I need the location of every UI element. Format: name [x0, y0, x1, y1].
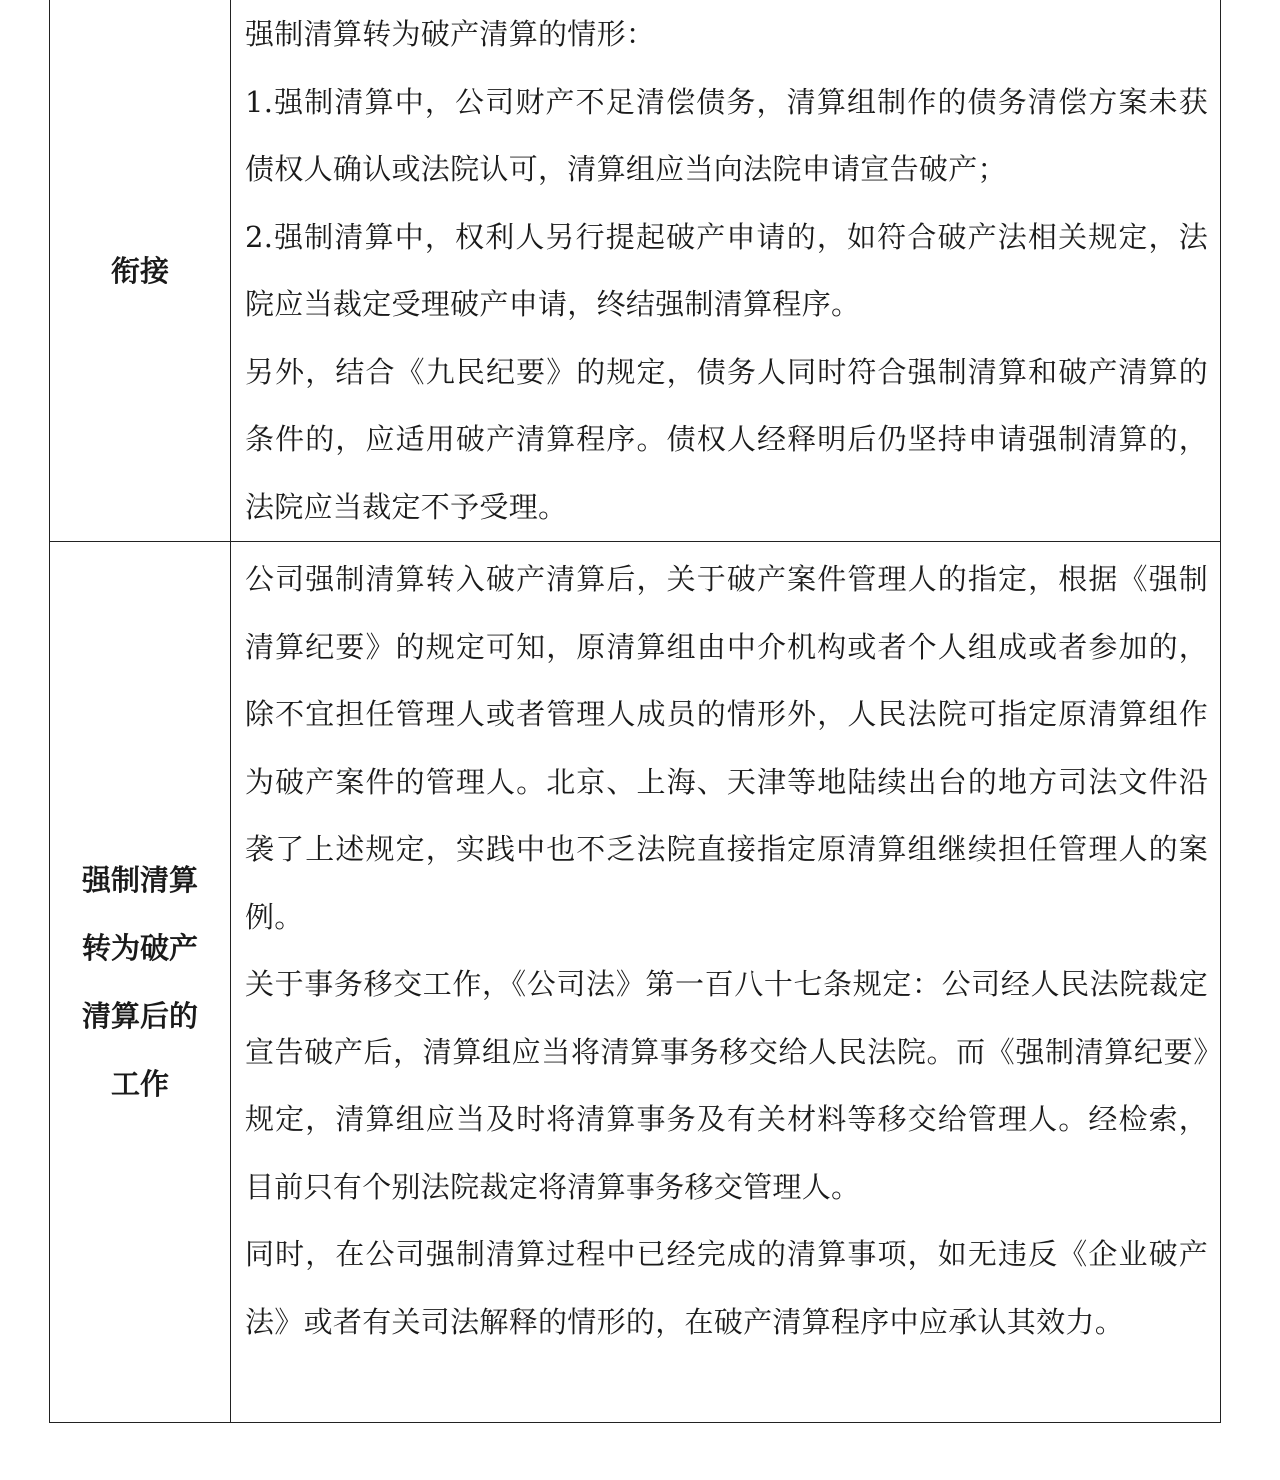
- paragraph: 同时，在公司强制清算过程中已经完成的清算事项，如无违反《企业破产法》或者有关司法解释的情形的，在破产清算程序中应承认其效力。: [245, 1237, 1208, 1339]
- paragraph: 另外，结合《九民纪要》的规定，债务人同时符合强制清算和破产清算的条件的，应适用破产清算程序。债权人经释明后仍坚持申请强制清算的，法院应当裁定不予受理。: [245, 354, 1208, 524]
- paragraph: 公司强制清算转入破产清算后，关于破产案件管理人的指定，根据《强制清算纪要》的规定可知，原清算组由中介机构或者个人组成或者参加的，除不宜担任管理人或者管理人成员的情形外，人民法院可指定原清算组作为破产案件的管理人。北京、上海、天津等地陆续出台的地方司法文件沿袭了上述规定，实践中也不乏法院直接指定原清算组继续担任管理人的案例。: [245, 562, 1208, 934]
- paragraph: 1.强制清算中，公司财产不足清偿债务，清算组制作的债务清偿方案未获债权人确认或法院认可，清算组应当向法院申请宣告破产；: [245, 84, 1208, 186]
- paragraph: 关于事务移交工作，《公司法》第一百八十七条规定：公司经人民法院裁定宣告破产后，清算组应当将清算事务移交给人民法院。而《强制清算纪要》规定，清算组应当及时将清算事务及有关材料等移交给管理人。经检索，目前只有个别法院裁定将清算事务移交管理人。: [245, 967, 1208, 1204]
- paragraph: 2.强制清算中，权利人另行提起破产申请的，如符合破产法相关规定，法院应当裁定受理破产申请，终结强制清算程序。: [245, 219, 1208, 321]
- row-label: 强制清算转为破产清算后的工作: [81, 863, 198, 1101]
- row-label-cell: [50, 0, 231, 542]
- table-row: [50, 542, 1221, 1423]
- row-label: 衔接: [110, 253, 169, 288]
- content-table: [49, 0, 1221, 1423]
- paragraph: 强制清算转为破产清算的情形：: [245, 17, 656, 51]
- table-row: [50, 0, 1221, 542]
- row-content-cell: [231, 542, 1221, 1423]
- row-content-cell: [231, 0, 1221, 542]
- row-label-cell: [50, 542, 231, 1423]
